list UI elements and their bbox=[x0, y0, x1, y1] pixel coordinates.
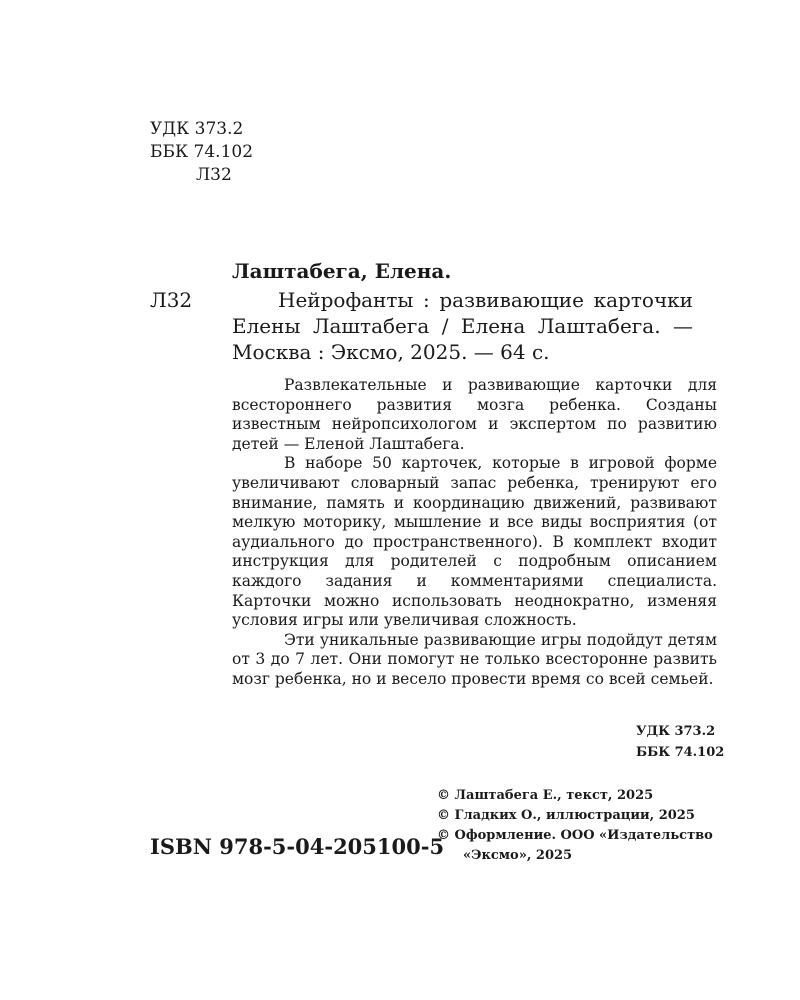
bbk-code: ББК 74.102 bbox=[636, 745, 725, 760]
udk-code: УДК 373.2 bbox=[150, 119, 244, 139]
annotation-paragraph: Эти уникальные развивающие игры подойдут детям от 3 до 7 лет. Они помогут не только всесторонне развить мозг ребенка, но и весело провести время со всей семьей. bbox=[232, 630, 717, 688]
udk-code: УДК 373.2 bbox=[636, 724, 716, 739]
author-sign: Л32 bbox=[196, 165, 232, 185]
bibliographic-description: Нейрофанты : развивающие карточки Елены Лаштабега / Елена Лаштабега. — Москва : Эксмо, 2025. — 64 с. bbox=[232, 288, 693, 364]
annotation bbox=[232, 376, 717, 690]
bbk-code: ББК 74.102 bbox=[150, 142, 254, 162]
author-heading: Лаштабега, Елена. bbox=[232, 259, 452, 283]
copyright-line: © Лаштабега Е., текст, 2025 bbox=[437, 788, 654, 803]
copyright-line: «Эксмо», 2025 bbox=[463, 848, 573, 863]
copyright-line: © Гладких О., иллюстрации, 2025 bbox=[437, 808, 695, 823]
author-sign-left: Л32 bbox=[150, 288, 193, 312]
annotation-paragraph: Развлекательные и развивающие карточки для всестороннего развития мозга ребенка. Созданы известным нейропсихологом и экспертом по развитию детей — Еленой Лаштабега. bbox=[232, 376, 717, 453]
copyright-line: © Оформление. ООО «Издательство bbox=[437, 828, 713, 843]
annotation-paragraph: В наборе 50 карточек, которые в игровой форме увеличивают словарный запас ребенка, тренируют его внимание, память и координацию движений, развивают мелкую моторику, мышление и все виды восприятия (от аудиального до пространственного). В комплект входит инструкция для родителей с подробным описанием каждого задания и комментариями специалиста. Карточки можно использовать неоднократно, изменяя условия игры или увеличивая сложность. bbox=[232, 454, 717, 630]
isbn: ISBN 978-5-04-205100-5 bbox=[150, 834, 445, 859]
copyright-block bbox=[437, 786, 727, 866]
classification-block-bottom bbox=[636, 721, 724, 763]
classification-block-top bbox=[150, 118, 253, 187]
